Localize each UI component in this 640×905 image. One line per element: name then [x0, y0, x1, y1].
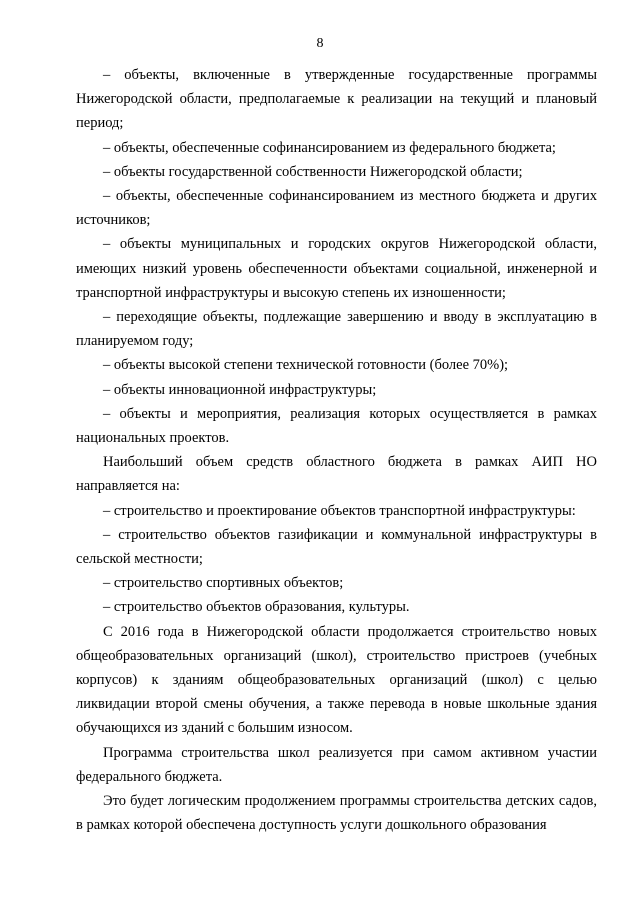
list-item-national-projects: – объекты и мероприятия, реализация которых осуществляется в рамках национальных проектов. — [76, 405, 597, 447]
list-item-sports: – строительство спортивных объектов; — [103, 575, 344, 592]
list-item-transport: – строительство и проектирование объектов транспортной инфраструктуры: — [103, 502, 576, 519]
paragraph-budget-directions: Наибольший объем средств областного бюджета в рамках АИП НО направляется на: — [76, 454, 597, 495]
paragraph-kindergartens: Это будет логическим продолжением программы строительства детских садов, в рамках которой обеспечена доступность услуги дошкольного образования — [76, 793, 597, 834]
paragraph-school-construction: С 2016 года в Нижегородской области продолжается строительство новых общеобразовательных организаций (школ), строительство пристроев (учебных корпусов) к зданиям общеобразовательных организаций (школ) с целью ликвидации второй смены обучения, а также перевода в новые школьные здания обучающихся из зданий с большим износом. — [76, 623, 597, 737]
body-text — [76, 63, 597, 838]
list-item-innovation: – объекты инновационной инфраструктуры; — [103, 381, 377, 398]
list-item-state-property: – объекты государственной собственности Нижегородской области; — [103, 163, 523, 180]
list-item-education-culture: – строительство объектов образования, культуры. — [103, 599, 410, 616]
list-item-approved-programs: – объекты, включенные в утвержденные государственные программы Нижегородской области, предполагаемые к реализации на текущий и плановый период; — [76, 67, 597, 132]
list-item-high-readiness: – объекты высокой степени технической готовности (более 70%); — [103, 357, 509, 374]
list-item-gasification: – строительство объектов газификации и коммунальной инфраструктуры в сельской местности; — [76, 526, 597, 568]
page-number: 8 — [316, 36, 324, 51]
list-item-local-cofinancing: – объекты, обеспеченные софинансированием из местного бюджета и других источников; — [76, 188, 597, 229]
list-item-federal-cofinancing: – объекты, обеспеченные софинансированием из федерального бюджета; — [103, 139, 556, 156]
paragraph-federal-participation: Программа строительства школ реализуется при самом активном участии федерального бюджета. — [76, 744, 597, 785]
list-item-municipal-districts: – объекты муниципальных и городских округов Нижегородской области, имеющих низкий уровень обеспеченности объектами социальной, инженерной и транспортной инфраструктуры и высокую степень их изношенности; — [76, 236, 597, 301]
list-item-carryover-objects: – переходящие объекты, подлежащие завершению и вводу в эксплуатацию в планируемом году; — [76, 309, 597, 350]
